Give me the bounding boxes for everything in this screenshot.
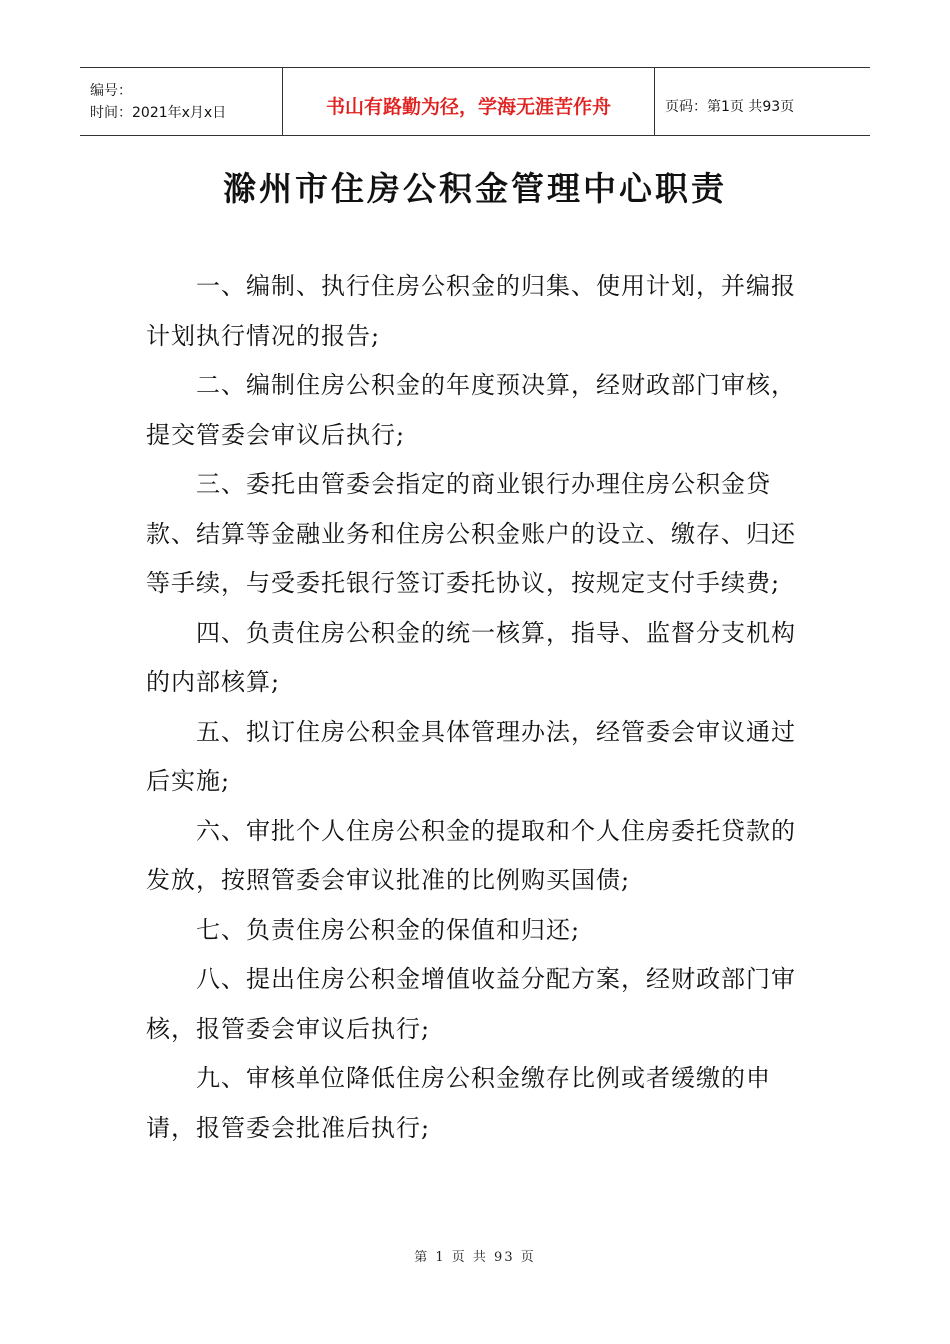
paragraph: 四、负责住房公积金的统一核算，指导、监督分支机构的内部核算;	[146, 618, 796, 696]
page-footer: 第 1 页 共 93 页	[414, 1250, 536, 1265]
paragraph: 三、委托由管委会指定的商业银行办理住房公积金贷款、结算等金融业务和住房公积金账户的设立、缴存、归还等手续，与受委托银行签订委托协议，按规定支付手续费;	[146, 470, 796, 597]
paragraph: 九、审核单位降低住房公积金缴存比例或者缓缴的申请，报管委会批准后执行;	[146, 1064, 771, 1142]
document-title: 滁州市住房公积金管理中心职责	[223, 169, 727, 208]
header-meta	[80, 68, 282, 135]
paragraph: 二、编制住房公积金的年度预决算，经财政部门审核，提交管委会审议后执行;	[146, 371, 796, 449]
paragraph: 七、负责住房公积金的保值和归还;	[196, 915, 581, 944]
document-body	[146, 262, 796, 1153]
header-page-cell	[655, 72, 870, 139]
paragraph: 六、审批个人住房公积金的提取和个人住房委托贷款的发放，按照管委会审议批准的比例购买国债;	[146, 816, 796, 894]
paragraph: 八、提出住房公积金增值收益分配方案，经财政部门审核，报管委会审议后执行;	[146, 965, 796, 1043]
header-table	[80, 67, 870, 136]
motto: 书山有路勤为径，学海无涯苦作舟	[325, 96, 611, 118]
paragraph: 一、编制、执行住房公积金的归集、使用计划，并编报计划执行情况的报告;	[146, 272, 796, 350]
page-info: 页码：第1页 共93页	[665, 98, 795, 115]
number-label: 编号：	[90, 82, 132, 99]
header-motto-cell	[282, 68, 655, 135]
time-label: 时间：2021年x月x日	[90, 104, 227, 121]
paragraph: 五、拟订住房公积金具体管理办法，经管委会审议通过后实施;	[146, 717, 796, 795]
